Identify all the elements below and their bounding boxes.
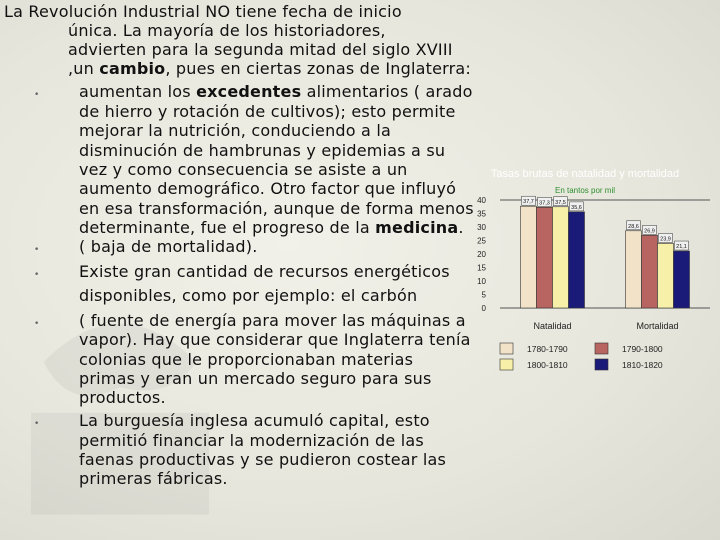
y-tick-label: 35: [477, 209, 486, 219]
bullet5-line-2: permitió financiar la modernización de las: [79, 431, 424, 450]
chart-title: Tasas brutas de natalidad y mortalidad: [490, 168, 680, 180]
bar: [569, 212, 585, 308]
category-label: Mortalidad: [636, 321, 679, 331]
bullet1-line-1: aumentan los excedentes alimentarios ( arado: [79, 82, 473, 101]
birth-death-rate-chart: [470, 160, 720, 380]
keyword-medicina: medicina: [375, 218, 459, 237]
bullet4-line-2: vapor). Hay que considerar que Inglaterra tenía: [79, 330, 471, 349]
bar-value-label: 26,9: [644, 228, 655, 235]
bar: [642, 235, 658, 308]
bar-value-label: 23,9: [660, 236, 671, 243]
y-tick-label: 30: [477, 223, 486, 232]
bullet1-line-7: en esa transformación, aunque de forma menos: [79, 199, 474, 218]
y-tick-label: 15: [477, 263, 486, 273]
legend-label: 1780-1790: [527, 344, 568, 354]
legend-label: 1800-1810: [527, 360, 568, 370]
bullet1-line-8: determinante, fue el progreso de la medicina.: [79, 218, 464, 237]
legend-label: 1810-1820: [622, 360, 663, 370]
bar-value-label: 28,6: [628, 223, 639, 230]
bullet1-line-2: de hierro y rotación de cultivos); esto permite: [79, 102, 456, 121]
legend-swatch: [595, 359, 608, 370]
bar: [674, 251, 690, 308]
legend-swatch: [595, 343, 608, 354]
bullet4-line-4: primas y eran un mercado seguro para sus: [79, 369, 432, 388]
bullet1-line-6: aumento demográfico. Otro factor que influyó: [79, 179, 457, 198]
intro-line-2: única. La mayoría de los historiadores,: [68, 21, 386, 40]
bullet1-line-3: mejorar la nutrición, conduciendo a la: [79, 121, 391, 140]
bullet5-line-1: La burguesía inglesa acumuló capital, esto: [79, 411, 430, 430]
bullet3-line-2: disponibles, como por ejemplo: el carbón: [79, 286, 418, 305]
bullet4-line-1: ( fuente de energía para mover las máquinas a: [79, 311, 466, 330]
intro-line-3: advierten para la segunda mitad del siglo XVIII: [68, 40, 453, 59]
bar: [521, 206, 537, 308]
y-tick-label: 5: [481, 290, 486, 300]
y-tick-label: 0: [481, 304, 486, 313]
bar: [658, 243, 674, 308]
bar: [553, 207, 569, 308]
keyword-excedentes: excedentes: [196, 82, 302, 101]
bullet-dot-3: •: [34, 270, 40, 280]
intro-line-1: La Revolución Industrial NO tiene fecha de inicio: [4, 2, 402, 21]
bar-value-label: 37,7: [523, 199, 534, 206]
bullet4-line-3: colonias que le proporcionaban materias: [79, 350, 414, 369]
bullet2-line-1: ( baja de mortalidad).: [79, 237, 258, 256]
bullet-dot-4: •: [34, 319, 40, 329]
bar-value-label: 21,1: [676, 244, 687, 251]
bullet5-line-4: primeras fábricas.: [79, 469, 228, 488]
legend-swatch: [500, 343, 513, 354]
y-tick-label: 10: [477, 277, 486, 286]
bar: [537, 207, 553, 308]
bar-value-label: 35,6: [571, 204, 582, 211]
bullet4-line-5: productos.: [79, 388, 166, 407]
bullet5-line-3: faenas productivas y se pudieron costear las: [79, 450, 447, 469]
y-tick-label: 40: [477, 196, 486, 205]
bullet-dot-2: •: [34, 245, 40, 255]
bullet3-line-1: Existe gran cantidad de recursos energéticos: [79, 262, 450, 281]
bullet-dot-1: •: [34, 90, 40, 100]
chart-plot: [477, 196, 710, 370]
category-label: Natalidad: [533, 321, 572, 331]
legend-swatch: [500, 359, 513, 370]
bullet1-line-5: vez y como consecuencia se asiste a un: [79, 160, 408, 179]
bar: [626, 231, 642, 308]
keyword-cambio: cambio: [99, 59, 166, 78]
chart-subtitle: En tantos por mil: [554, 186, 616, 195]
bar-value-label: 37,5: [555, 199, 566, 206]
bullet-dot-5: •: [34, 419, 40, 429]
y-tick-label: 25: [477, 236, 486, 246]
y-tick-label: 20: [477, 250, 486, 259]
bullet1-line-4: disminución de hambrunas y epidemias a su: [79, 141, 446, 160]
bar-value-label: 37,3: [539, 200, 550, 207]
intro-line-4: ,un cambio, pues en ciertas zonas de Inglaterra:: [68, 59, 472, 78]
legend-label: 1790-1800: [622, 344, 663, 354]
